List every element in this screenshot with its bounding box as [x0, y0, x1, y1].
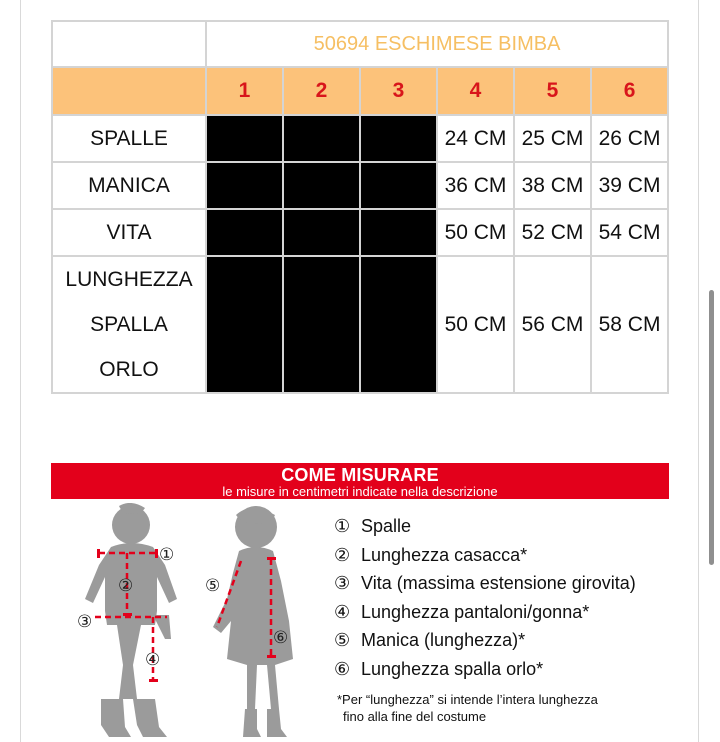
length-footnote [337, 691, 677, 725]
legend-number: ② [334, 544, 351, 566]
how-to-measure-panel [51, 463, 669, 742]
figure-label-5: ⑤ [205, 576, 221, 596]
product-title: 50694 ESCHIMESE BIMBA [206, 21, 668, 67]
figure-label-6: ⑥ [273, 628, 289, 648]
row-label-line: ORLO [99, 358, 159, 381]
value-cell: 50 CM [437, 256, 514, 393]
how-to-measure-banner [51, 463, 669, 499]
title-row [52, 21, 668, 67]
row-label-line: SPALLA [90, 313, 168, 336]
unavailable-cell [283, 115, 360, 162]
footnote-line: *Per “lunghezza” si intende l’intera lunghezza [337, 692, 598, 707]
figure-label-3: ③ [77, 612, 93, 632]
measurement-legend [334, 512, 636, 684]
value-cell: 56 CM [514, 256, 591, 393]
size-header: 4 [437, 67, 514, 115]
legend-item [334, 626, 636, 655]
legend-number: ④ [334, 601, 351, 623]
unavailable-cell [206, 115, 283, 162]
table-row-spalle [52, 115, 668, 162]
row-label-line: LUNGHEZZA [65, 268, 193, 291]
banner-subtitle: le misure in centimetri indicate nella descrizione [222, 484, 498, 499]
legend-text: Vita (massima estensione girovita) [361, 573, 636, 594]
row-label: SPALLE [52, 115, 206, 162]
value-cell: 38 CM [514, 162, 591, 209]
table-corner-cell [52, 21, 206, 67]
page-border-left [20, 0, 21, 742]
size-header: 3 [360, 67, 437, 115]
value-cell: 25 CM [514, 115, 591, 162]
value-cell: 50 CM [437, 209, 514, 256]
row-label: MANICA [52, 162, 206, 209]
unavailable-cell [360, 115, 437, 162]
value-cell: 36 CM [437, 162, 514, 209]
unavailable-cell [360, 209, 437, 256]
legend-item [334, 541, 636, 570]
size-header: 1 [206, 67, 283, 115]
value-cell: 26 CM [591, 115, 668, 162]
legend-number: ① [334, 516, 351, 537]
value-cell: 39 CM [591, 162, 668, 209]
unavailable-cell [206, 162, 283, 209]
table-row-vita [52, 209, 668, 256]
legend-number: ⑤ [334, 630, 351, 652]
row-label [52, 256, 206, 393]
value-cell: 58 CM [591, 256, 668, 393]
size-header: 2 [283, 67, 360, 115]
legend-number: ③ [334, 573, 351, 595]
size-chart-table [51, 20, 669, 394]
legend-text: Lunghezza casacca* [361, 544, 528, 565]
value-cell: 52 CM [514, 209, 591, 256]
value-cell: 54 CM [591, 209, 668, 256]
legend-text: Manica (lunghezza)* [361, 630, 526, 651]
page-border-right [698, 0, 699, 742]
size-header-row [52, 67, 668, 115]
unavailable-cell [283, 209, 360, 256]
legend-item [334, 569, 636, 598]
legend-item [334, 655, 636, 684]
banner-title: COME MISURARE [281, 465, 439, 485]
table-row-lunghezza [52, 256, 668, 393]
size-header: 6 [591, 67, 668, 115]
unavailable-cell [206, 209, 283, 256]
figure-label-2: ② [118, 576, 134, 596]
child-side-figure-icon [213, 506, 293, 737]
unavailable-cell [283, 162, 360, 209]
figure-label-1: ① [159, 545, 175, 565]
unavailable-cell [360, 256, 437, 393]
legend-item [334, 598, 636, 627]
footnote-line: fino alla fine del costume [343, 709, 487, 724]
row-label: VITA [52, 209, 206, 256]
scrollbar[interactable] [709, 290, 714, 565]
legend-number: ⑥ [334, 658, 351, 680]
measurement-figures [61, 503, 301, 742]
header-blank-cell [52, 67, 206, 115]
child-front-figure-icon [85, 503, 177, 737]
legend-item [334, 512, 636, 541]
legend-text: Lunghezza pantaloni/gonna* [361, 601, 590, 622]
legend-text: Spalle [361, 516, 412, 536]
value-cell: 24 CM [437, 115, 514, 162]
unavailable-cell [206, 256, 283, 393]
figure-label-4: ④ [145, 650, 161, 670]
unavailable-cell [360, 162, 437, 209]
legend-text: Lunghezza spalla orlo* [361, 658, 544, 679]
table-row-manica [52, 162, 668, 209]
unavailable-cell [283, 256, 360, 393]
size-header: 5 [514, 67, 591, 115]
